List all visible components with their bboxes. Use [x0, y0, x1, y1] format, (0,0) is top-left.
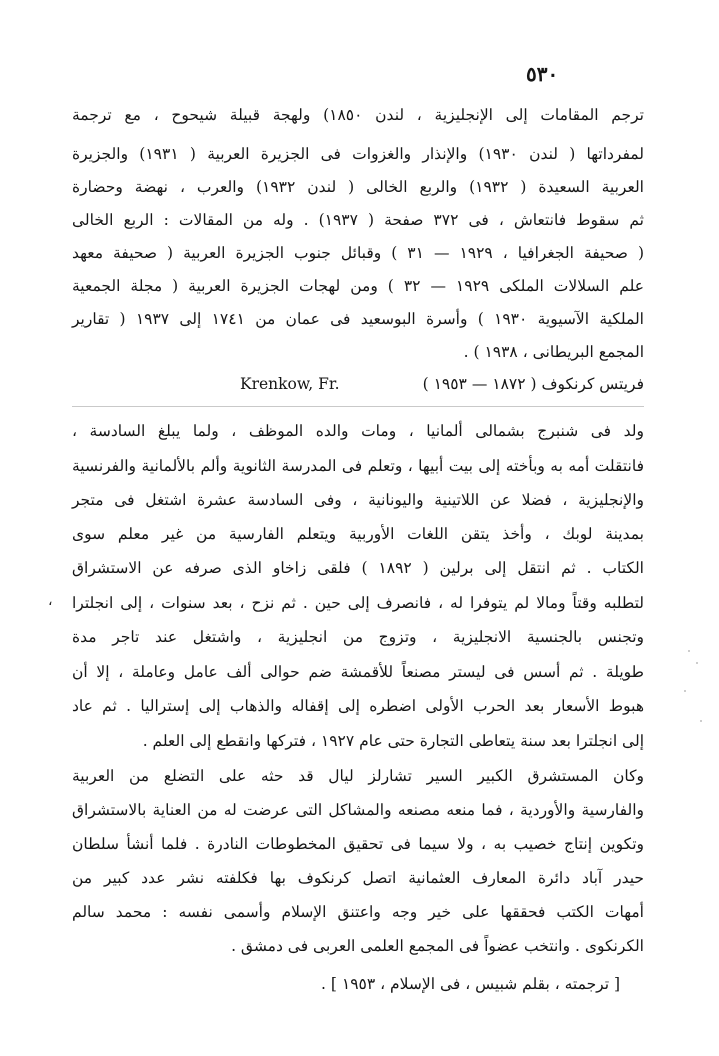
reference-citation: [ ترجمته ، بقلم شبيس ، فى الإسلام ، ١٩٥٣ ] .: [321, 975, 620, 993]
text-line: هبوط الأسعار بعد الحرب الأولى اضطره إلى إقفاله والذهاب إلى إستراليا . ثم عاد: [72, 697, 644, 715]
heading-latin-name: Krenkow, Fr.: [240, 375, 340, 393]
heading-divider: [72, 406, 644, 407]
text-line: إلى انجلترا بعد سنة يتعاطى التجارة حتى عام ١٩٢٧ ، فتركها وانقطع إلى العلم .: [142, 732, 644, 750]
text-line: ثم سقوط فانتعاش ، فى ٣٧٢ صفحة ( ١٩٣٧) . وله من المقالات : الربع الخالى: [72, 211, 644, 229]
text-line: والإنجليزية ، فضلا عن اللاتينية واليونانية ، وفى السادسة عشرة اشتغل فى متجر: [72, 491, 644, 509]
text-line: والفارسية والأوردية ، فما منعه مصنعه والمشاكل التى عرضت له من العناية بالاستشراق: [72, 801, 644, 819]
heading-arabic-name: فريتس كرنكوف ( ١٨٧٢ — ١٩٥٣ ): [422, 375, 644, 393]
text-line: طويلة . ثم أسس فى ليستر مصنعاً للأقمشة ضم حوالى ألف عامل وعاملة ، إلا أن: [72, 663, 644, 681]
paper-speck: [700, 720, 702, 722]
text-line: لتطلبه وقتاً ومالا لم يتوفرا له ، فانصرف إلى حين . ثم نزح ، بعد سنوات ، إلى انجلترا: [72, 594, 644, 612]
text-line: لمفرداتها ( لندن ١٩٣٠) والإنذار والغزوات فى الجزيرة العربية ( ١٩٣١) والجزيرة: [72, 145, 644, 163]
text-line: بمدينة لوبك ، وأخذ يتقن اللغات الأوربية ويتعلم الفارسية من غير معلم سوى: [72, 525, 644, 543]
text-line: حيدر آباد دائرة المعارف العثمانية اتصل كرنكوف بها فكلفته نشر عدد كبير من: [72, 869, 644, 887]
text-line: العربية السعيدة ( ١٩٣٢) والربع الخالى ( لندن ١٩٣٢) والعرب ، نهضة وحضارة: [72, 178, 644, 196]
text-line: المجمع البريطانى ، ١٩٣٨ ) .: [463, 343, 644, 361]
paper-speck: [696, 662, 698, 664]
text-line: ( صحيفة الجغرافيا ، ١٩٢٩ — ٣١ ) وقبائل جنوب الجزيرة العربية ( صحيفة معهد: [72, 244, 644, 262]
text-line: وكان المستشرق الكبير السير تشارلز ليال قد حثه على التضلع من العربية: [72, 767, 644, 785]
text-line: علم السلالات الملكى ١٩٢٩ — ٣٢ ) ومن لهجات الجزيرة العربية ( مجلة الجمعية: [72, 277, 644, 295]
text-line: وتكوين إنتاج خصيب به ، ولا سيما فى تحقيق المخطوطات النادرة . فلما أنشأ سلطان: [72, 835, 644, 853]
text-line: ترجم المقامات إلى الإنجليزية ، لندن ١٨٥٠) ولهجة قبيلة شيحوح ، مع ترجمة: [72, 106, 644, 124]
text-line: الكرنكوى . وانتخب عضواً فى المجمع العلمى العربى فى دمشق .: [231, 937, 644, 955]
text-line: الملكية الآسيوية ١٩٣٠ ) وأسرة البوسعيد فى عمان من ١٧٤١ إلى ١٩٣٧ ( تقارير: [72, 310, 644, 328]
page-number: ٥٣٠: [526, 62, 559, 86]
text-line: الكتاب . ثم انتقل إلى برلين ( ١٨٩٢ ) فلقى زاخاو الذى صرفه عن الاستشراق: [72, 559, 644, 577]
paper-speck: [688, 650, 690, 652]
text-line: ولد فى شنبرج بشمالى ألمانيا ، ومات والده الموظف ، ولما يبلغ السادسة ،: [72, 422, 644, 440]
paper-speck: [684, 690, 686, 692]
text-line: فانتقلت أمه به وبأخته إلى بيت أبيها ، وتعلم فى المدرسة الثانوية وألم بالألمانية والفرنسية: [72, 457, 644, 475]
text-line: وتجنس بالجنسية الانجليزية ، وتزوج من انجليزية ، واشتغل عند تاجر مدة: [72, 628, 644, 646]
margin-mark: ،: [48, 593, 53, 609]
entry-heading: [150, 368, 644, 401]
text-line: أمهات الكتب فحققها على خير وجه واعتنق الإسلام وأسمى نفسه : محمد سالم: [72, 903, 644, 921]
